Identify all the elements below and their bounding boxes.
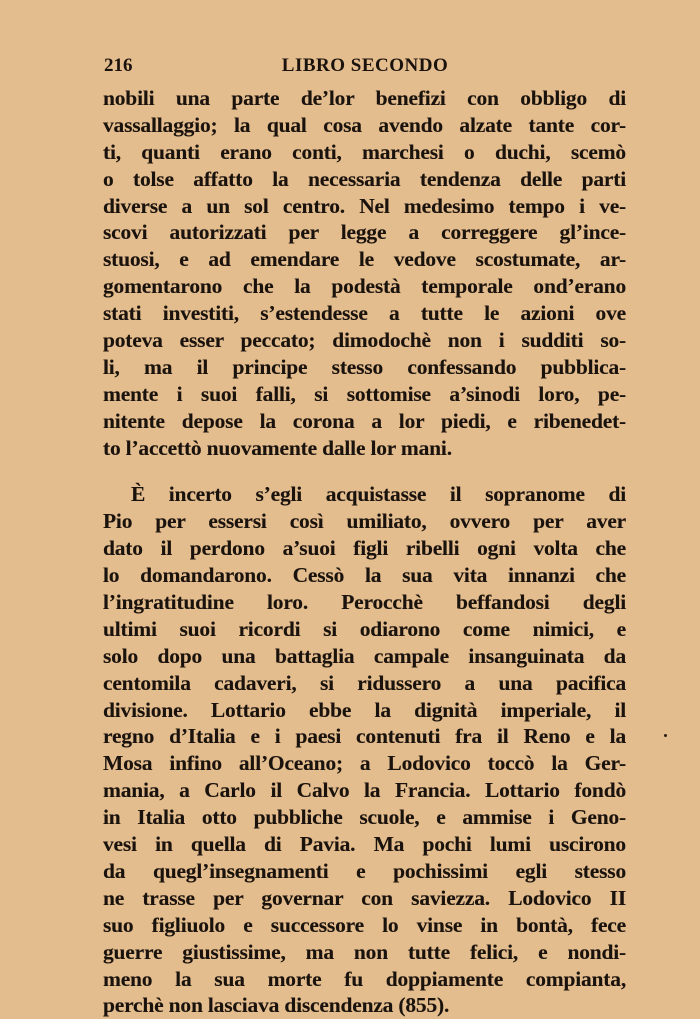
text-line: gomentarono che la podestà temporale ond’erano [103, 274, 626, 299]
text-line: ti, quanti erano conti, marchesi o duchi, scemò [103, 139, 626, 164]
text-line: li, ma il principe stesso confessando pubblica- [103, 354, 626, 379]
text-line: o tolse affatto la necessaria tendenza delle parti [103, 166, 626, 191]
text-line: stuosi, e ad emendare le vedove scostumate, ar- [103, 247, 626, 272]
text-line: in Italia otto pubbliche scuole, e ammise i Geno- [103, 805, 626, 830]
page-body [103, 85, 626, 1019]
text-line: da quegl’insegnamenti e pochissimi egli stesso [103, 858, 626, 883]
text-line: scovi autorizzati per legge a correggere gl’ince- [103, 220, 626, 245]
text-line: Pio per essersi così umiliato, ovvero per aver [103, 509, 626, 534]
text-line: poteva esser peccato; dimodochè non i sudditi so- [103, 328, 626, 353]
text-line: nitente depose la corona a lor piedi, e ribenedet- [103, 408, 626, 433]
text-line: l’ingratitudine loro. Perocchè beffandosi degli [103, 590, 626, 615]
text-line: dato il perdono a’suoi figli ribelli ogni volta che [103, 536, 626, 561]
text-line: stati investiti, s’estendesse a tutte le azioni ove [103, 301, 626, 326]
text-line: guerre giustissime, ma non tutte felici, e nondi- [103, 939, 626, 964]
text-line: mania, a Carlo il Calvo la Francia. Lottario fondò [103, 778, 626, 803]
text-line: ultimi suoi ricordi si odiarono come nimici, e [103, 616, 626, 641]
text-line: Mosa infino all’Oceano; a Lodovico toccò la Ger- [103, 751, 626, 776]
text-line: vassallaggio; la qual cosa avendo alzate tante cor- [103, 112, 626, 137]
speck-mark [664, 734, 667, 737]
text-line: meno la sua morte fu doppiamente compianta, [103, 966, 626, 991]
text-line: È incerto s’egli acquistasse il sopranome di [131, 482, 626, 507]
text-line: vesi in quella di Pavia. Ma pochi lumi uscirono [103, 832, 626, 857]
text-line: solo dopo una battaglia campale insanguinata da [103, 643, 626, 668]
text-line: suo figliuolo e successore lo vinse in bontà, fece [103, 912, 626, 937]
running-header [104, 55, 626, 82]
running-title: LIBRO SECONDO [281, 55, 449, 76]
text-line: lo domandarono. Cessò la sua vita innanzi che [103, 563, 626, 588]
text-line: nobili una parte de’lor benefizi con obbligo di [103, 86, 626, 110]
paragraph [103, 481, 626, 1019]
text-line: ne trasse per governar con saviezza. Lodovico II [103, 885, 626, 910]
text-line: regno d’Italia e i paesi contenuti fra il Reno e la [103, 724, 626, 749]
text-line: perchè non lasciava discendenza (855). [103, 993, 450, 1018]
text-line: to l’accettò nuovamente dalle lor mani. [103, 435, 452, 460]
paragraph [103, 85, 626, 461]
text-line: divisione. Lottario ebbe la dignità imperiale, il [103, 697, 626, 722]
text-line: diverse a un sol centro. Nel medesimo tempo i ve- [103, 193, 626, 218]
page-number: 216 [104, 55, 133, 76]
text-line: mente i suoi falli, si sottomise a’sinodi loro, pe- [103, 381, 626, 406]
text-line: centomila cadaveri, si ridussero a una pacifica [103, 670, 626, 695]
